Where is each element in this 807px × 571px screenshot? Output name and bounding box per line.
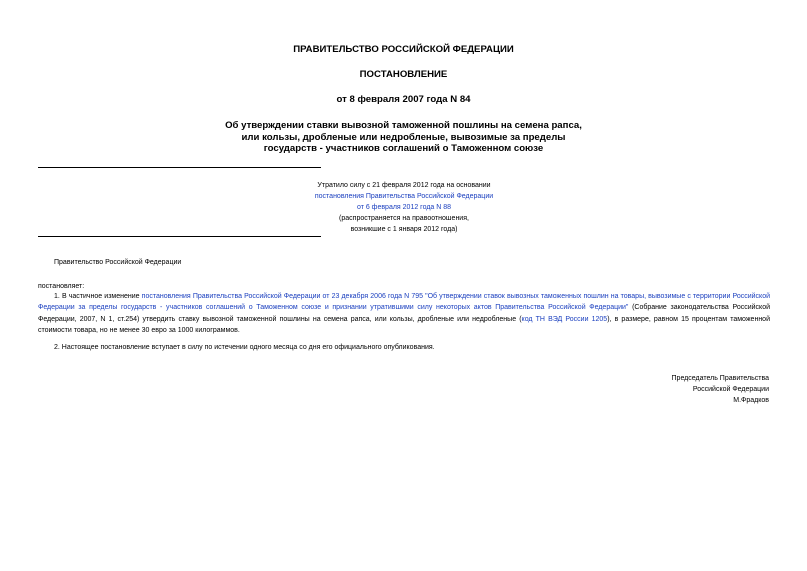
- document-title-line-2: или кользы, дробленые или недробленые, вывозимые за пределы: [241, 131, 566, 143]
- issuer-text: Правительство Российской Федерации: [54, 259, 182, 266]
- paragraph-1-suffix: ), в размере, равном 15 процентам таможенной стоимости товара, но не менее 30 евро за 1000 килограммов.: [38, 315, 770, 334]
- status-note-line-5: возникшие с 1 января 2012 года): [350, 226, 458, 233]
- document-title-line-3: государств - участников соглашений о Таможенном союзе: [263, 143, 544, 154]
- bottom-divider: [38, 236, 321, 237]
- status-note-link-2[interactable]: [300, 202, 508, 213]
- status-note-link-1[interactable]: [300, 191, 508, 202]
- paragraph-1-prefix: 1. В частичное изменение: [54, 293, 142, 300]
- signature-title-line-1: Председатель Правительства: [671, 375, 769, 382]
- repeal-decree-date-link[interactable]: от 6 февраля 2012 года N 88: [356, 204, 452, 211]
- top-divider: [38, 167, 321, 168]
- authority-heading: ПРАВИТЕЛЬСТВО РОССИЙСКОЙ ФЕДЕРАЦИИ: [293, 44, 514, 55]
- paragraph-1-middle: (Собрание законодательства Российской Федерации, 2007, N 1, ст.254) утвердить ставку вывозной таможенной пошлины на семена рапса, или кользы, дробленые или недробленые (: [38, 304, 770, 323]
- repeal-decree-link[interactable]: постановления Правительства Российской Федерации: [314, 193, 494, 200]
- tn-ved-code-link[interactable]: код ТН ВЭД России 1205: [521, 315, 608, 323]
- document-type-heading: ПОСТАНОВЛЕНИЕ: [359, 69, 448, 80]
- decrees-text: постановляет:: [38, 283, 85, 290]
- signatory-name: М.Фрадков: [733, 397, 769, 404]
- document-title-line-1: Об утверждении ставки вывозной таможенной пошлины на семена рапса,: [225, 120, 582, 131]
- paragraph-2: [38, 342, 770, 353]
- amended-decree-link[interactable]: постановления Правительства Российской Федерации от 23 декабря 2006 года N 795 "Об утверждении ставок вывозных таможенных пошлин на товары, вывозимые с территории Российской Федерации за пределы государств - участников соглашений о Таможенном союзе и признании утратившими силу некоторых актов Правительства Российской Федерации": [38, 293, 771, 312]
- date-number-heading: от 8 февраля 2007 года N 84: [336, 94, 471, 105]
- signature-title-line-2: Российской Федерации: [692, 386, 769, 393]
- status-note-line-4: (распространяется на правоотношения,: [339, 215, 469, 222]
- status-note-line-1: Утратило силу с 21 февраля 2012 года на основании: [317, 182, 491, 189]
- paragraph-1: [38, 291, 770, 336]
- paragraph-2-text: 2. Настоящее постановление вступает в силу по истечении одного месяца со дня его официального опубликования.: [54, 344, 435, 351]
